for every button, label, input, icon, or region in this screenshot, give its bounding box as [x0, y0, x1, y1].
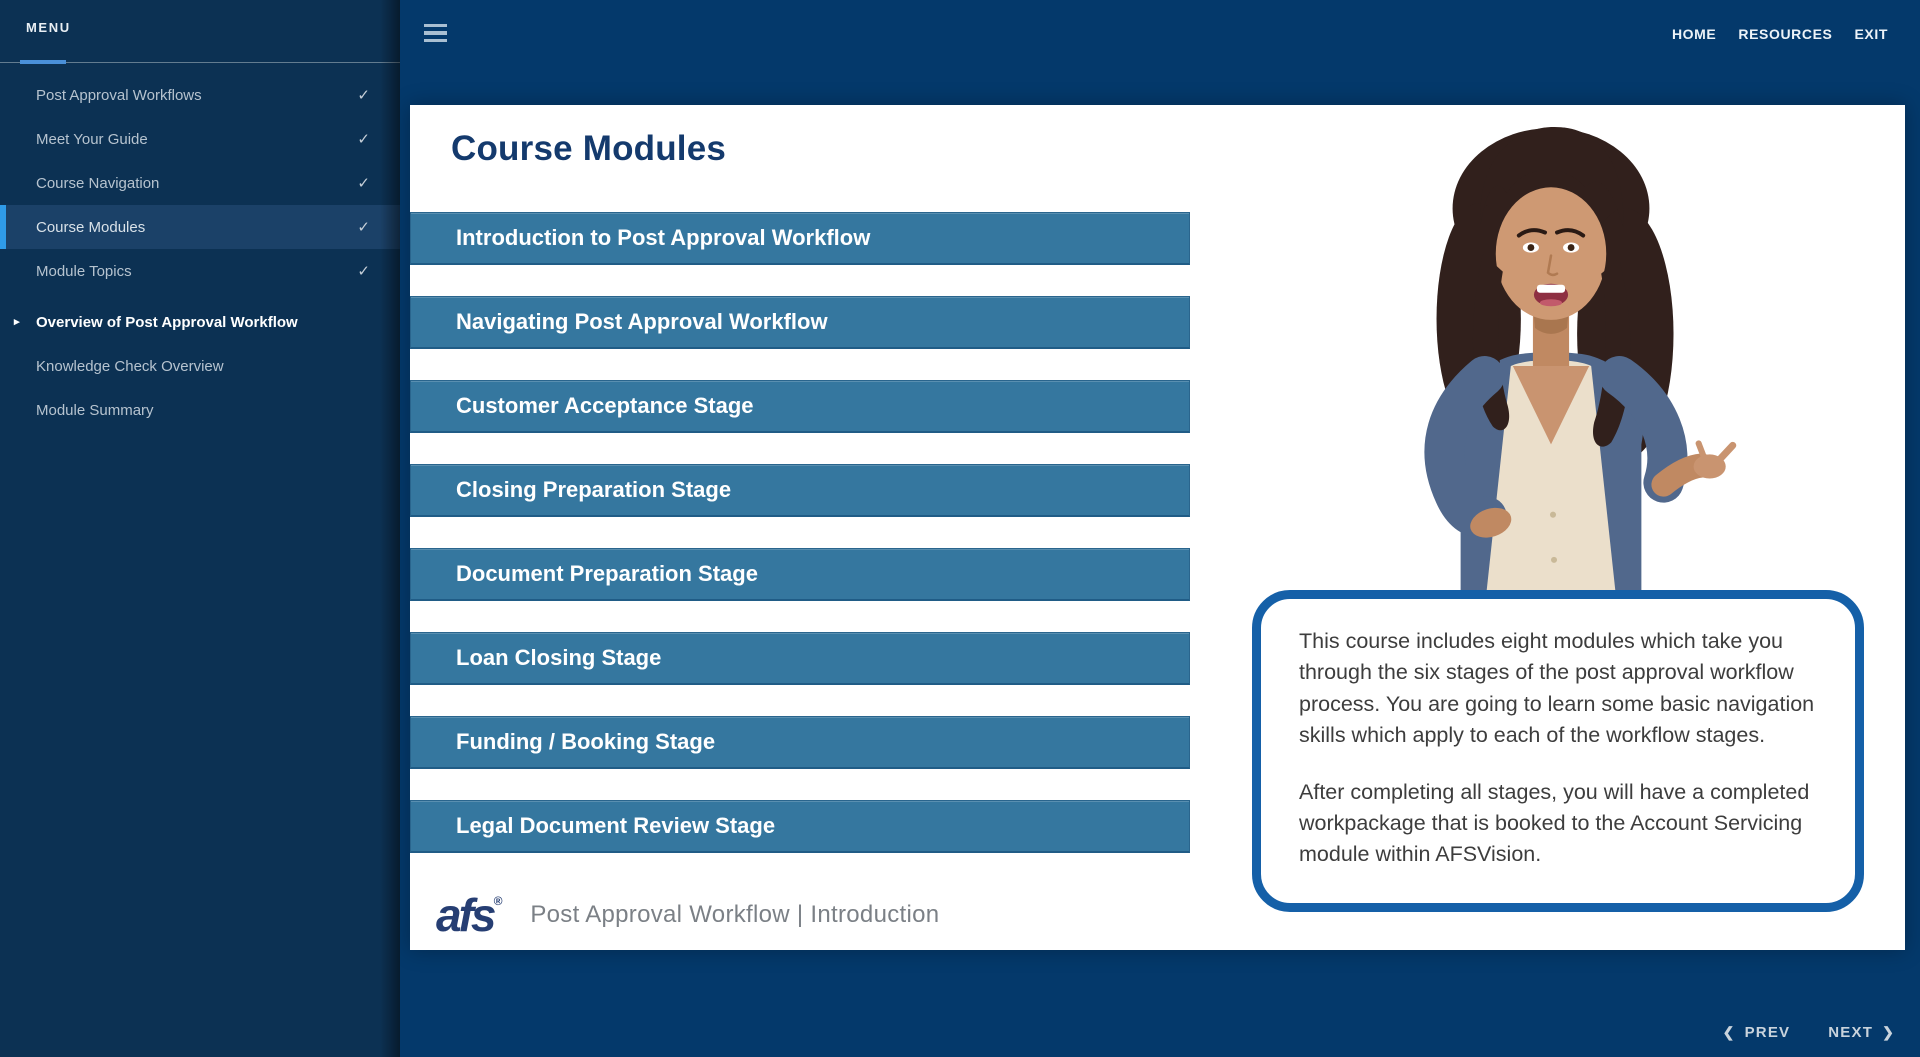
module-button[interactable]: Legal Document Review Stage — [410, 800, 1190, 853]
prev-button[interactable] — [1723, 1024, 1791, 1041]
menu-accent-bar — [20, 60, 66, 64]
module-button[interactable]: Loan Closing Stage — [410, 632, 1190, 685]
sidebar-item[interactable] — [0, 73, 400, 117]
presenter-image — [1360, 113, 1742, 590]
sidebar-item[interactable] — [0, 300, 400, 344]
completed-check-icon: ✓ — [357, 219, 370, 236]
sidebar-item[interactable] — [0, 249, 400, 293]
sidebar-item-label: Knowledge Check Overview — [36, 357, 224, 375]
menu-list — [0, 73, 400, 432]
course-menu-sidebar — [0, 0, 400, 1057]
hamburger-bar — [424, 24, 447, 27]
sidebar-item-label: Module Topics — [36, 262, 132, 280]
sidebar-item[interactable] — [0, 344, 400, 388]
module-button[interactable]: Navigating Post Approval Workflow — [410, 296, 1190, 349]
hamburger-menu-icon[interactable] — [424, 24, 447, 42]
sidebar-item[interactable] — [0, 161, 400, 205]
sidebar-item-label: Post Approval Workflows — [36, 86, 202, 104]
afs-logo: afs® — [436, 889, 503, 941]
module-button[interactable]: Funding / Booking Stage — [410, 716, 1190, 769]
sidebar-item-label: Module Summary — [36, 401, 154, 419]
breadcrumb: Post Approval Workflow | Introduction — [530, 901, 940, 928]
sidebar-item-label: Course Modules — [36, 218, 146, 236]
callout-paragraph: After completing all stages, you will have a completed workpackage that is booked to the Account Servicing module within AFSVision. — [1299, 779, 1810, 867]
topnav-link[interactable]: EXIT — [1854, 26, 1888, 42]
chevron-right-icon: ❯ — [1882, 1024, 1895, 1040]
next-label: NEXT — [1828, 1024, 1874, 1041]
topnav-link[interactable]: HOME — [1671, 26, 1717, 42]
sidebar-item[interactable] — [0, 205, 400, 249]
slide-footer — [436, 887, 939, 943]
completed-check-icon: ✓ — [357, 175, 370, 192]
sidebar-item-label: Overview of Post Approval Workflow — [36, 313, 298, 331]
registered-mark: ® — [493, 894, 503, 908]
slide-pager — [1723, 1024, 1895, 1041]
completed-check-icon: ✓ — [357, 131, 370, 148]
prev-label: PREV — [1744, 1024, 1791, 1041]
page-title: Course Modules — [451, 129, 727, 168]
module-button-list — [410, 212, 1190, 853]
sidebar-item[interactable] — [0, 388, 400, 432]
menu-title: MENU — [26, 20, 71, 35]
module-button[interactable]: Closing Preparation Stage — [410, 464, 1190, 517]
module-button[interactable]: Customer Acceptance Stage — [410, 380, 1190, 433]
hamburger-bar — [424, 39, 447, 42]
sidebar-item-label: Meet Your Guide — [36, 130, 148, 148]
top-navigation — [1672, 26, 1888, 42]
chevron-left-icon: ❮ — [1722, 1024, 1736, 1040]
next-button[interactable] — [1828, 1024, 1895, 1041]
current-topic-arrow-icon: ▸ — [14, 316, 20, 329]
callout-paragraph: This course includes eight modules which take you through the six stages of the post approval workflow process. You are going to learn some basic navigation skills which apply to each of the workflow stages. — [1299, 629, 1815, 748]
sidebar-item-label: Course Navigation — [36, 174, 160, 192]
module-button[interactable]: Document Preparation Stage — [410, 548, 1190, 601]
topnav-link[interactable]: RESOURCES — [1738, 26, 1833, 42]
hamburger-bar — [424, 31, 447, 34]
narration-callout — [1252, 590, 1864, 912]
completed-check-icon: ✓ — [357, 263, 370, 280]
menu-divider — [0, 62, 400, 63]
sidebar-item[interactable] — [0, 117, 400, 161]
completed-check-icon: ✓ — [357, 87, 370, 104]
slide-card — [410, 105, 1905, 950]
module-button[interactable]: Introduction to Post Approval Workflow — [410, 212, 1190, 265]
